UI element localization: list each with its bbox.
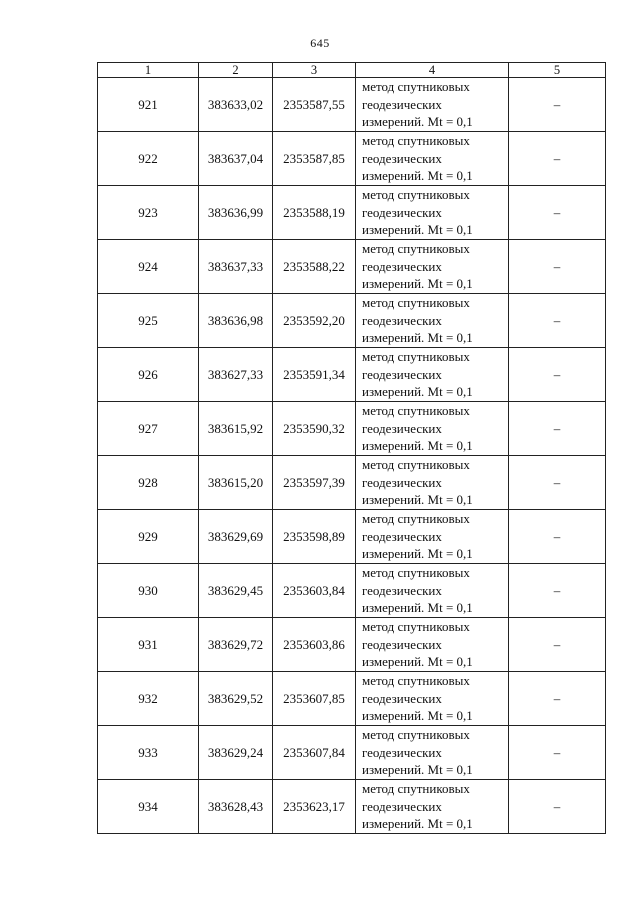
y-coordinate-cell: 2353607,85 — [273, 672, 356, 726]
method-line: геодезических — [362, 96, 442, 112]
point-number-cell: 933 — [98, 726, 199, 780]
method-cell — [356, 456, 509, 510]
note-cell: – — [509, 240, 606, 294]
table-header-row — [98, 63, 606, 78]
method-line: измерений. Mt = 0,1 — [362, 708, 473, 724]
method-line: измерений. Mt = 0,1 — [362, 816, 473, 832]
method-line: метод спутниковых — [362, 241, 470, 257]
method-cell — [356, 564, 509, 618]
y-coordinate-cell: 2353588,19 — [273, 186, 356, 240]
table-row — [98, 726, 606, 780]
point-number-cell: 926 — [98, 348, 199, 402]
note-cell: – — [509, 780, 606, 834]
note-cell: – — [509, 402, 606, 456]
table-row — [98, 456, 606, 510]
method-cell — [356, 240, 509, 294]
table-body — [98, 63, 606, 834]
method-line: метод спутниковых — [362, 79, 470, 95]
page-number: 645 — [310, 36, 330, 50]
note-cell: – — [509, 294, 606, 348]
method-line: метод спутниковых — [362, 133, 470, 149]
y-coordinate-cell: 2353588,22 — [273, 240, 356, 294]
point-number-cell: 923 — [98, 186, 199, 240]
method-cell — [356, 294, 509, 348]
method-line: метод спутниковых — [362, 295, 470, 311]
method-line: метод спутниковых — [362, 565, 470, 581]
method-cell — [356, 510, 509, 564]
point-number-cell: 934 — [98, 780, 199, 834]
column-header: 2 — [199, 63, 273, 78]
method-line: измерений. Mt = 0,1 — [362, 222, 473, 238]
table-row — [98, 780, 606, 834]
method-line: геодезических — [362, 366, 442, 382]
note-cell: – — [509, 564, 606, 618]
x-coordinate-cell: 383629,45 — [199, 564, 273, 618]
method-line: измерений. Mt = 0,1 — [362, 546, 473, 562]
table-row — [98, 240, 606, 294]
note-cell: – — [509, 510, 606, 564]
method-line: измерений. Mt = 0,1 — [362, 654, 473, 670]
method-cell — [356, 78, 509, 132]
method-line: геодезических — [362, 204, 442, 220]
point-number-cell: 932 — [98, 672, 199, 726]
method-line: измерений. Mt = 0,1 — [362, 492, 473, 508]
method-line: геодезических — [362, 744, 442, 760]
point-number-cell: 928 — [98, 456, 199, 510]
method-line: метод спутниковых — [362, 457, 470, 473]
coordinates-table — [97, 62, 606, 834]
table-row — [98, 132, 606, 186]
table-row — [98, 402, 606, 456]
x-coordinate-cell: 383629,24 — [199, 726, 273, 780]
method-cell — [356, 132, 509, 186]
y-coordinate-cell: 2353597,39 — [273, 456, 356, 510]
method-line: измерений. Mt = 0,1 — [362, 384, 473, 400]
y-coordinate-cell: 2353587,85 — [273, 132, 356, 186]
method-line: метод спутниковых — [362, 781, 470, 797]
method-line: измерений. Mt = 0,1 — [362, 276, 473, 292]
note-cell: – — [509, 132, 606, 186]
table-row — [98, 348, 606, 402]
x-coordinate-cell: 383629,52 — [199, 672, 273, 726]
method-line: геодезических — [362, 582, 442, 598]
method-cell — [356, 780, 509, 834]
table-row — [98, 294, 606, 348]
method-line: метод спутниковых — [362, 673, 470, 689]
method-cell — [356, 672, 509, 726]
table-row — [98, 186, 606, 240]
method-line: метод спутниковых — [362, 619, 470, 635]
table-row — [98, 78, 606, 132]
method-line: геодезических — [362, 150, 442, 166]
y-coordinate-cell: 2353590,32 — [273, 402, 356, 456]
note-cell: – — [509, 78, 606, 132]
method-line: метод спутниковых — [362, 187, 470, 203]
method-line: геодезических — [362, 798, 442, 814]
method-line: метод спутниковых — [362, 403, 470, 419]
column-header: 3 — [273, 63, 356, 78]
y-coordinate-cell: 2353587,55 — [273, 78, 356, 132]
method-cell — [356, 348, 509, 402]
table-row — [98, 510, 606, 564]
y-coordinate-cell: 2353592,20 — [273, 294, 356, 348]
point-number-cell: 927 — [98, 402, 199, 456]
note-cell: – — [509, 186, 606, 240]
note-cell: – — [509, 348, 606, 402]
column-header: 1 — [98, 63, 199, 78]
y-coordinate-cell: 2353598,89 — [273, 510, 356, 564]
note-cell: – — [509, 456, 606, 510]
point-number-cell: 930 — [98, 564, 199, 618]
column-header: 5 — [509, 63, 606, 78]
method-cell — [356, 402, 509, 456]
method-line: метод спутниковых — [362, 727, 470, 743]
table-row — [98, 564, 606, 618]
y-coordinate-cell: 2353603,86 — [273, 618, 356, 672]
method-cell — [356, 618, 509, 672]
point-number-cell: 921 — [98, 78, 199, 132]
method-line: измерений. Mt = 0,1 — [362, 168, 473, 184]
x-coordinate-cell: 383615,92 — [199, 402, 273, 456]
method-line: измерений. Mt = 0,1 — [362, 114, 473, 130]
table-row — [98, 618, 606, 672]
x-coordinate-cell: 383636,98 — [199, 294, 273, 348]
x-coordinate-cell: 383629,72 — [199, 618, 273, 672]
x-coordinate-cell: 383633,02 — [199, 78, 273, 132]
point-number-cell: 925 — [98, 294, 199, 348]
y-coordinate-cell: 2353607,84 — [273, 726, 356, 780]
method-line: геодезических — [362, 420, 442, 436]
point-number-cell: 924 — [98, 240, 199, 294]
y-coordinate-cell: 2353623,17 — [273, 780, 356, 834]
x-coordinate-cell: 383636,99 — [199, 186, 273, 240]
note-cell: – — [509, 618, 606, 672]
x-coordinate-cell: 383615,20 — [199, 456, 273, 510]
point-number-cell: 922 — [98, 132, 199, 186]
y-coordinate-cell: 2353591,34 — [273, 348, 356, 402]
x-coordinate-cell: 383627,33 — [199, 348, 273, 402]
y-coordinate-cell: 2353603,84 — [273, 564, 356, 618]
method-line: метод спутниковых — [362, 349, 470, 365]
method-line: геодезических — [362, 528, 442, 544]
method-line: измерений. Mt = 0,1 — [362, 330, 473, 346]
x-coordinate-cell: 383629,69 — [199, 510, 273, 564]
method-cell — [356, 186, 509, 240]
method-line: геодезических — [362, 690, 442, 706]
method-line: метод спутниковых — [362, 511, 470, 527]
method-line: геодезических — [362, 474, 442, 490]
x-coordinate-cell: 383637,04 — [199, 132, 273, 186]
method-line: геодезических — [362, 258, 442, 274]
method-line: геодезических — [362, 636, 442, 652]
table-row — [98, 672, 606, 726]
point-number-cell: 931 — [98, 618, 199, 672]
method-line: измерений. Mt = 0,1 — [362, 600, 473, 616]
column-header: 4 — [356, 63, 509, 78]
x-coordinate-cell: 383628,43 — [199, 780, 273, 834]
x-coordinate-cell: 383637,33 — [199, 240, 273, 294]
method-line: измерений. Mt = 0,1 — [362, 438, 473, 454]
note-cell: – — [509, 726, 606, 780]
point-number-cell: 929 — [98, 510, 199, 564]
method-line: измерений. Mt = 0,1 — [362, 762, 473, 778]
method-line: геодезических — [362, 312, 442, 328]
note-cell: – — [509, 672, 606, 726]
method-cell — [356, 726, 509, 780]
